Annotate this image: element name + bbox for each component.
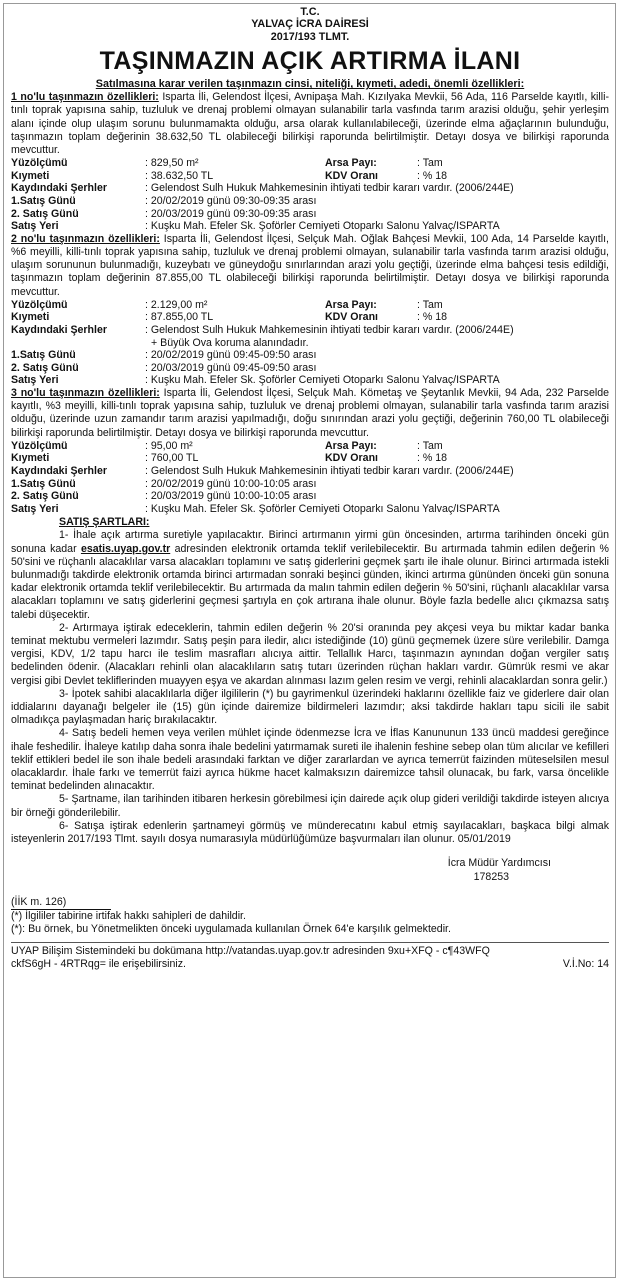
label-yuzolcumu: Yüzölçümü xyxy=(11,157,68,170)
value-satis2: : 20/03/2019 günü 09:30-09:35 arası xyxy=(145,207,317,220)
property-lead: 2 no'lu taşınmazın özellikleri: xyxy=(11,232,160,245)
label-serhler: Kaydındaki Şerhler xyxy=(11,324,107,336)
uyap-line-1: UYAP Bilişim Sistemindeki bu dokümana http://vatandas.uyap.gov.tr adresinden 9xu+XFQ - c¶43WFQ xyxy=(11,945,490,958)
signature-role: İcra Müdür Yardımcısı xyxy=(447,857,551,870)
value-arsa-payi: : Tam xyxy=(417,298,443,311)
value-satis1: : 20/02/2019 günü 10:00-10:05 arası xyxy=(145,477,317,490)
condition-6: 6- Satışa iştirak edenlerin şartnameyi görmüş ve münderecatını kabul etmiş sayılacakları, başkaca bilgi almak isteyenlerin 2017/193 Tlmt. sayılı dosya numarasıyla müdürlüğümüze başvurmaları ilan olunur. 05/01/2019 xyxy=(11,819,609,846)
footnote-ikm: (İİK m. 126) xyxy=(11,896,111,910)
section-subheading: Satılmasına karar verilen taşınmazın cinsi, niteliği, kıymeti, adedi, önemli özellikleri: xyxy=(95,78,525,91)
value-satis-yeri: : Kuşku Mah. Efeler Sk. Şoförler Cemiyeti Otoparkı Salonu Yalvaç/ISPARTA xyxy=(145,502,500,515)
value-kdv: : % 18 xyxy=(417,311,448,324)
value-satis2: : 20/03/2019 günü 09:45-09:50 arası xyxy=(145,361,317,374)
page-title: TAŞINMAZIN AÇIK ARTIRMA İLANI xyxy=(99,47,521,76)
property-description-text: Isparta İli, Gelendost İlçesi, Selçuk Mah. Kömetaş ve Şeytanlık Mevkii, 94 Ada, 232 Parselde kayıtlı, %3 meyilli, killi-tınlı toprak yapısına sahip, tuzluluk ve drenaj problemi olmayan, sulanabilir tarla vasfında tarım arazisi olduğu, üzerinde uzun zamandır tarım arazisi yapılmadığı, doğu sınırından arazi yolu geçtiği, değerinin 760,00 TL olabileceği bilirkişi raporunda belirtilmiştir. Detayı dosya ve bilirkişi raporunda mevcuttur. xyxy=(11,386,609,439)
value-yuzolcumu: : 829,50 m² xyxy=(145,157,199,170)
value-kdv: : % 18 xyxy=(417,452,448,465)
value-satis-yeri: : Kuşku Mah. Efeler Sk. Şoförler Cemiyeti Otoparkı Salonu Yalvaç/ISPARTA xyxy=(145,220,500,233)
value-kiymeti: : 87.855,00 TL xyxy=(145,311,214,324)
property-lead: 1 no'lu taşınmazın özellikleri: xyxy=(11,91,159,104)
value-arsa-payi: : Tam xyxy=(417,439,443,452)
label-satis1: 1.Satış Günü xyxy=(11,477,76,490)
label-satis2: 2. Satış Günü xyxy=(11,490,79,503)
property-details xyxy=(11,440,609,516)
value-satis-yeri: : Kuşku Mah. Efeler Sk. Şoförler Cemiyeti Otoparkı Salonu Yalvaç/ISPARTA xyxy=(145,374,500,387)
value-yuzolcumu: : 2.129,00 m² xyxy=(145,298,208,311)
value-serhler-extra: + Büyük Ova koruma alanındadır. xyxy=(151,336,309,349)
uyap-line-2 xyxy=(11,958,609,971)
condition-5: 5- Şartname, ilan tarihinden itibaren herkesin görebilmesi için dairede açık olup gideri verildiği takdirde isteyen alıcıya bir örneği gönderilebilir. xyxy=(11,793,609,819)
label-arsa-payi: Arsa Payı: xyxy=(325,298,377,311)
value-serhler: : Gelendost Sulh Hukuk Mahkemesinin ihtiyati tedbir kararı vardır. (2006/244E) xyxy=(145,464,514,477)
label-satis1: 1.Satış Günü xyxy=(11,349,76,362)
value-satis1: : 20/02/2019 günü 09:45-09:50 arası xyxy=(145,349,317,362)
property-description xyxy=(11,387,609,440)
label-kdv: KDV Oranı xyxy=(325,311,378,324)
value-yuzolcumu: : 95,00 m² xyxy=(145,439,193,452)
label-satis-yeri: Satış Yeri xyxy=(11,374,59,387)
label-serhler: Kaydındaki Şerhler xyxy=(11,464,107,477)
label-satis2: 2. Satış Günü xyxy=(11,207,79,220)
label-arsa-payi: Arsa Payı: xyxy=(325,157,377,170)
property-description-text: Isparta İli, Gelendost İlçesi, Avnipaşa Mah. Kızılyaka Mevkii, 56 Ada, 116 Parselde kayıtlı, killi-tınlı toprak yapısına sahip, tuzluluk ve drenaj problemi olmayan sulanabilir tarla vasfında tarım arazisi olduğu, şehir yerleşim alanı içinde olup ulaşım sorunu bulunmamakta olduğu, arsa olarak kullanılabileceği, üzerinde elma ağaçlarının bulunduğu, taşınmazın toplam değerinin 38.632,50 TL olabileceği bilirkişi raporunda belirtilmiştir. Detayı dosya ve bilirkişi raporunda mevcuttur. xyxy=(11,91,609,157)
property-details xyxy=(11,157,609,233)
label-serhler: Kaydındaki Şerhler xyxy=(11,182,107,195)
label-yuzolcumu: Yüzölçümü xyxy=(11,439,68,452)
condition-3: 3- İpotek sahibi alacaklılarla diğer ilgililerin (*) bu gayrimenkul üzerindeki haklarını özellikle faiz ve giderlere dair olan iddialarını dayanağı belgeler ile (15) gün içinde dairemize bildirmeleri lazımdır; aksi takdirde hakları tapu sicili ile sabit olmadıkça paylaşmadan hariç bırakılacaktır. xyxy=(11,687,609,727)
label-kiymeti: Kıymeti xyxy=(11,169,50,182)
label-kiymeti: Kıymeti xyxy=(11,452,50,465)
signature-number: 178253 xyxy=(473,871,509,884)
property-2 xyxy=(11,233,609,387)
value-kiymeti: : 38.632,50 TL xyxy=(145,169,214,182)
condition-4: 4- Satış bedeli hemen veya verilen mühlet içinde ödenmezse İcra ve İflas Kanununun 133 üncü maddesi gereğince ihale feshedilir. İhaleye katılıp daha sonra ihale bedelini yatırmamak sureti ile ihalenin feshine sebep olan tüm alıcılar ve kefilleri teklif ettikleri bedel ile son ihale bedeli arasındaki farktan ve diğer zararlardan ve ayrıca temerrüt faizinden müteselsilen mesul olacaklardır. İhale farkı ve temerrüt faizi ayrıca hükme hacet kalmaksızın dairemizce tahsil olunacak, bu fark, varsa öncelikle teminat bedelinden alınacaktır. xyxy=(11,727,609,793)
label-yuzolcumu: Yüzölçümü xyxy=(11,298,68,311)
property-details xyxy=(11,299,609,387)
property-description xyxy=(11,233,609,299)
value-serhler: : Gelendost Sulh Hukuk Mahkemesinin ihtiyati tedbir kararı vardır. (2006/244E) xyxy=(145,182,514,195)
label-satis-yeri: Satış Yeri xyxy=(11,502,59,515)
value-arsa-payi: : Tam xyxy=(417,157,443,170)
label-kdv: KDV Oranı xyxy=(325,452,378,465)
label-kdv: KDV Oranı xyxy=(325,169,378,182)
label-satis2: 2. Satış Günü xyxy=(11,361,79,374)
property-description xyxy=(11,91,609,157)
label-arsa-payi: Arsa Payı: xyxy=(325,439,377,452)
label-satis1: 1.Satış Günü xyxy=(11,195,76,208)
header-office: YALVAÇ İCRA DAİRESİ xyxy=(251,18,369,31)
footer-divider xyxy=(11,942,609,943)
label-satis-yeri: Satış Yeri xyxy=(11,220,59,233)
condition-1: 1- İhale açık artırma suretiyle yapılacaktır. Birinci artırmanın yirmi gün öncesinden, artırma tarihinden önceki gün sonuna kadar esatis.uyap.gov.tr adresinden elektronik ortamda teklif verilebilecektir. Bu artırmada tahmin edilen değerin % 50'sini ve rüçhanlı alacaklılar varsa alacakları toplamını ve satış giderlerini geçmek şartı ile ihale olunur. Birinci artırmada istekli bulunmadığı takdirde elektronik ortamda birinci artırmadan sonraki beşinci günden, ikinci artırma gününden önceki gün sonuna kadar elektronik ortamda teklif verilebilecektir. Bu artırmada da malın tahmin edilen değerin % 50'sini, rüçhanlı alacaklılar varsa alacakları toplamını ve satış giderlerini geçmesi şartıyla en çok artırana ihale olunur. Böyle fazla bedelle alıcı çıkmazsa satış talebi düşecektir. xyxy=(11,529,609,621)
value-kdv: : % 18 xyxy=(417,169,448,182)
value-satis1: : 20/02/2019 günü 09:30-09:35 arası xyxy=(145,195,317,208)
value-kiymeti: : 760,00 TL xyxy=(145,452,199,465)
footnote-1: (*) İlgililer tabirine irtifak hakkı sahipleri de dahildir. xyxy=(11,910,246,923)
footnote-2: (*): Bu örnek, bu Yönetmelikten önceki uygulamada kullanılan Örnek 64'e karşılık gelmektedir. xyxy=(11,923,451,936)
header-tc: T.C. xyxy=(300,6,320,18)
condition-2: 2- Artırmaya iştirak edeceklerin, tahmin edilen değerin % 20'si oranında pey akçesi veya bu miktar kadar banka teminat mektubu vermeleri lazımdır. Satış peşin para iledir, alıcı istediğinde (10) günü geçmemek üzere süre verilebilir. Damga vergisi, KDV, 1/2 tapu harcı ile teslim masrafları alıcıya aittir. Tellallık Harcı, taşınmazın aynından doğan vergiler satış bedelinden ödenir. (Alacakları rehinli olan alacaklıların satış tutarı üzerinden rüçhan hakları vardır. Gümrük resmi ve akar vergisi gibi Devlet tekliflerinden muayyen eşya ve akardan alınması lazım gelen resim ve vergi, rehinli alacaklardan sonra gelir.) xyxy=(11,621,609,687)
header-file-no: 2017/193 TLMT. xyxy=(270,30,350,43)
value-serhler: : Gelendost Sulh Hukuk Mahkemesinin ihtiyati tedbir kararı vardır. (2006/244E) + Büyük Ova koruma alanındadır. xyxy=(145,324,609,349)
uyap-access-code: ckfS6gH - 4RTRqg= ile erişebilirsiniz. xyxy=(11,958,186,971)
property-3 xyxy=(11,387,609,515)
value-satis2: : 20/03/2019 günü 10:00-10:05 arası xyxy=(145,490,317,503)
esatis-link[interactable]: esatis.uyap.gov.tr xyxy=(80,542,171,555)
conditions-title: SATIŞ ŞARTLARI: xyxy=(59,516,150,529)
property-description-text: Isparta İli, Gelendost İlçesi, Selçuk Mah. Oğlak Bahçesi Mevkii, 100 Ada, 14 Parselde kayıtlı, %6 meyilli, killi-tınlı toprak yapısına sahip, tuzluluk ve drenaj problemi olmayan, sulanabilir tarla vasfında tarım arazisi olduğu, ulaşım sorununun bulunmadığı, kuzeybatı ve güneydoğu sınırlarından arazi yolu geçtiği, üzerinde elma bahçesi tesis edildiği, taşınmazın toplam değerinin 87.855,00 TL olabileceği bilirkişi raporunda belirtilmiştir. Detayı dosya ve bilirkişi raporunda mevcuttur. xyxy=(11,232,609,298)
vi-number: V.İ.No: 14 xyxy=(562,958,609,971)
property-1 xyxy=(11,91,609,233)
ilan-content xyxy=(11,6,609,971)
property-lead: 3 no'lu taşınmazın özellikleri: xyxy=(11,386,160,399)
label-kiymeti: Kıymeti xyxy=(11,311,50,324)
